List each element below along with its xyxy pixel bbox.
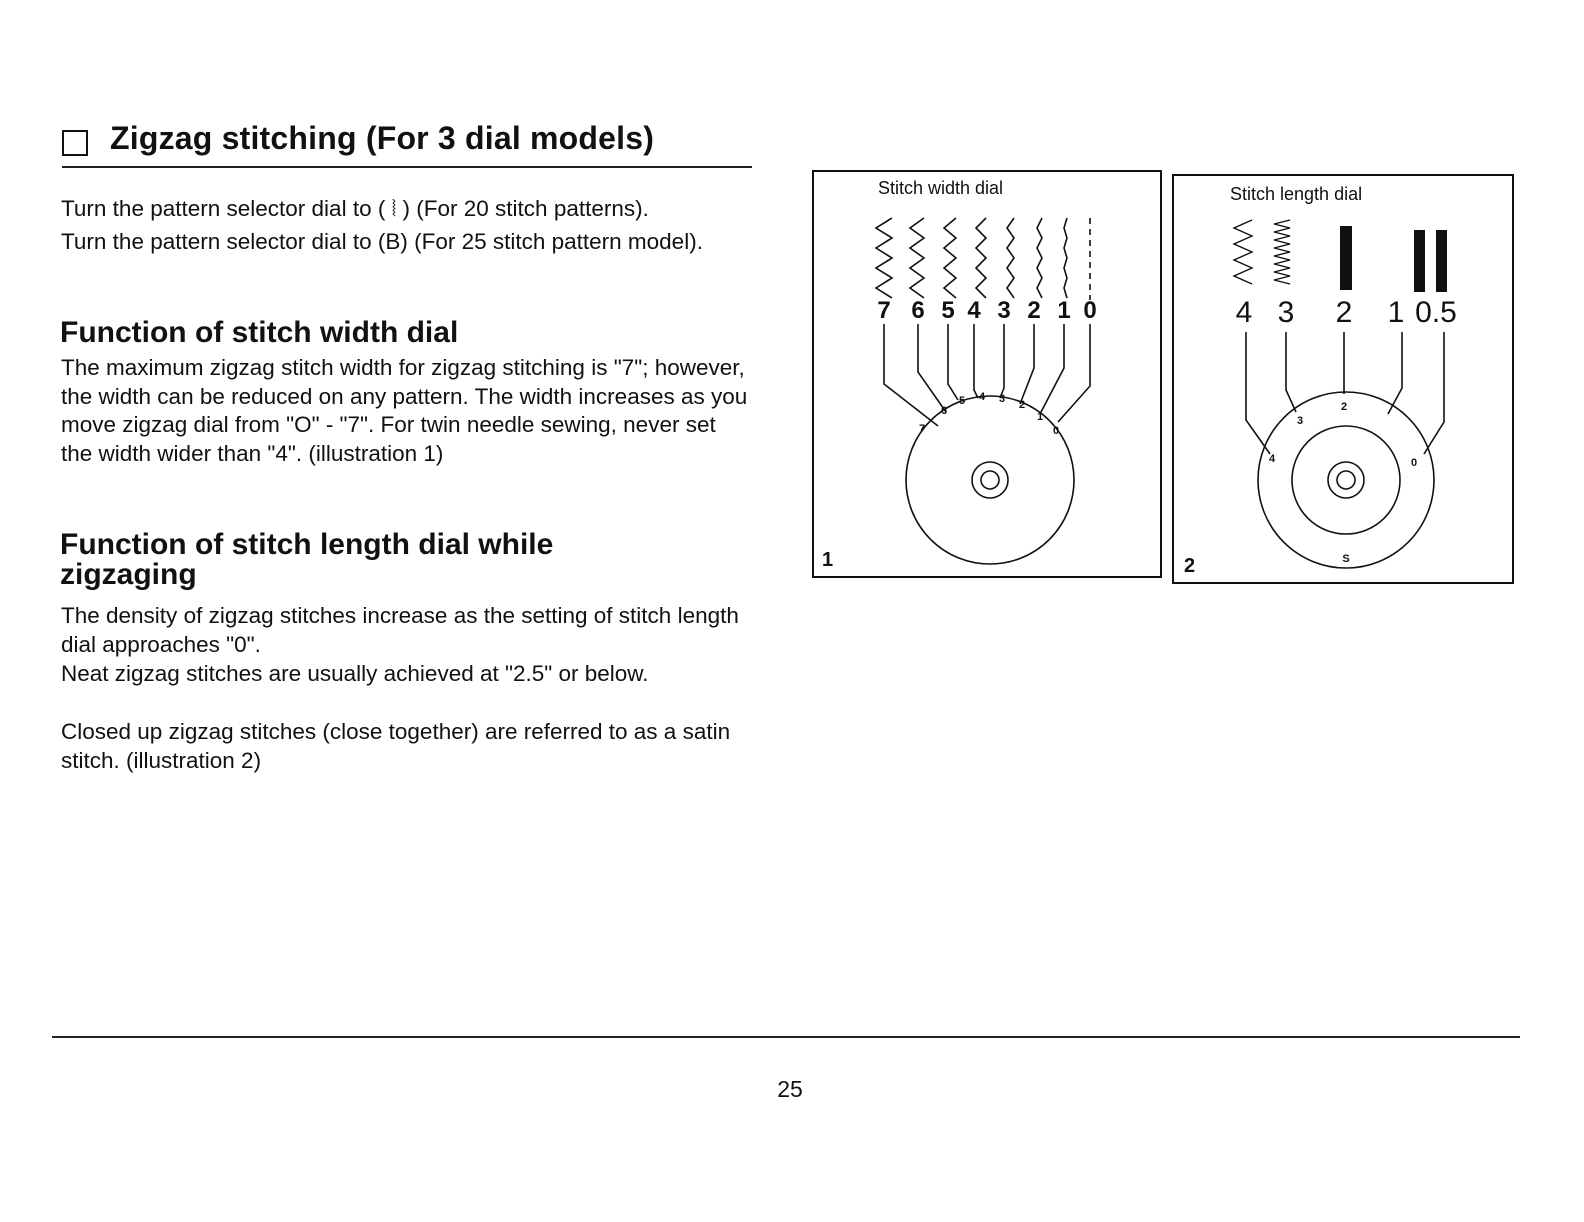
pointer-lines [1246,332,1444,454]
section-title: Zigzag stitching (For 3 dial models) [110,120,655,156]
zigzag-stitch-7 [876,218,892,298]
length-body-2: Neat zigzag stitches are usually achieved at "2.5" or below. [61,661,649,686]
intro-line-2: Turn the pattern selector dial to (B) (For 25 stitch pattern model). [61,229,703,254]
width-dial-mark-1: 1 [1036,411,1044,423]
width-heading: Function of stitch width dial [60,316,459,349]
dial-center-ring [1328,462,1364,498]
zigzag-stitch-5 [944,218,956,298]
zigzag-stitch-length-3 [1274,220,1290,284]
length-dial-mark-0: 0 [1410,457,1418,469]
width-dial-mark-0: 0 [1052,425,1060,437]
width-body: The maximum zigzag stitch width for zigzag stitching is "7"; however, the width can be reduced on any pattern. The width increases as you move zigzag dial from "O" - "7". For twin needle sewing, never set the width wider than "4". (illustration 1) [61,355,748,466]
length-label-3: 3 [1277,296,1295,329]
satin-stitch-blocks [1340,226,1447,292]
dial-outer-ring [1258,392,1434,568]
width-dial-mark-5: 5 [958,395,966,407]
width-dial-mark-7: 7 [918,423,926,435]
zigzag-stitch-6 [910,218,924,298]
intro-line-1: Turn the pattern selector dial to ( ⦚ ) (For 20 stitch patterns). [61,196,649,221]
width-dial-mark-4: 4 [978,391,986,403]
length-body-1: The density of zigzag stitches increase as the setting of stitch length dial approaches "0". [61,603,739,657]
figure-caption: Stitch length dial [1230,184,1363,204]
length-dial-mark-S: S [1342,553,1350,565]
length-label-1: 1 [1387,296,1405,329]
dial-center-hub [1337,471,1355,489]
dial-center-ring [972,462,1008,498]
dial-center-hub [981,471,999,489]
width-dial-mark-3: 3 [998,393,1006,405]
pointer-lines [884,324,1090,426]
length-label-0-5: 0.5 [1415,296,1457,329]
figure-number: 2 [1184,555,1196,577]
length-dial-mark-3: 3 [1296,415,1304,427]
width-label-2: 2 [1027,297,1041,324]
length-label-4: 4 [1235,296,1253,329]
footer-rule [52,1036,1520,1038]
width-label-0: 0 [1083,297,1097,324]
zigzag-stitch-4 [976,218,986,298]
stitch-width-figure [812,170,1162,578]
length-heading: Function of stitch length dial while zigzaging [60,528,554,591]
length-label-2: 2 [1335,296,1353,329]
width-label-5: 5 [941,297,955,324]
stitch-length-diagram [1174,176,1512,582]
zigzag-stitch-2 [1037,218,1042,298]
zigzag-stitch-3 [1007,218,1014,298]
width-label-7: 7 [877,297,891,324]
stitch-length-figure [1172,174,1514,584]
page-number: 25 [777,1076,803,1102]
length-dial-mark-4: 4 [1268,453,1276,465]
length-dial-mark-2: 2 [1340,401,1348,413]
figure-number: 1 [822,549,834,571]
width-dial-mark-6: 6 [940,405,948,417]
width-dial-mark-2: 2 [1018,399,1026,411]
figure-caption: Stitch width dial [878,178,1004,198]
width-label-4: 4 [967,297,981,324]
dial-middle-ring [1292,426,1400,534]
zigzag-stitch-length-4 [1234,220,1252,284]
width-label-3: 3 [997,297,1011,324]
width-label-6: 6 [911,297,925,324]
section-heading [62,118,752,168]
checkbox-square-icon [62,130,88,156]
stitch-width-diagram [814,172,1160,576]
zigzag-stitch-1 [1064,218,1067,298]
length-body-3: Closed up zigzag stitches (close together) are referred to as a satin stitch. (illustration 2) [61,719,731,773]
width-label-1: 1 [1057,297,1071,324]
